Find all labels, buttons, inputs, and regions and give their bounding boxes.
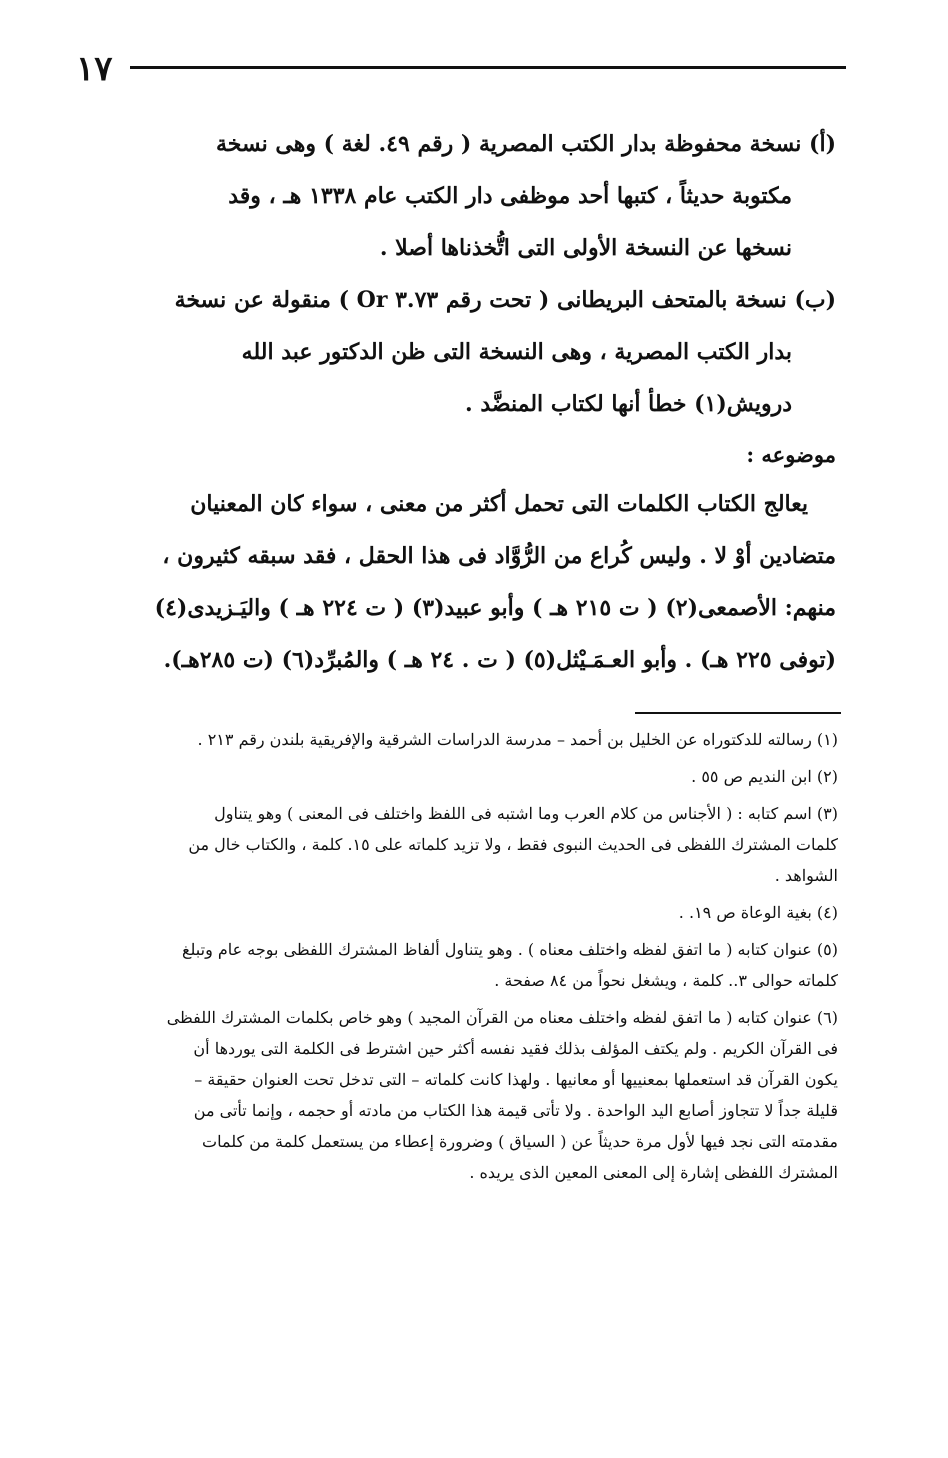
- text-line: منهم: الأصمعى(٢) ( ت ٢١٥ هـ ) وأبو عبيد(٣) ( ت ٢٢٤ هـ ) واليَـزيدى(٤): [154, 595, 836, 621]
- footnote-line: يكون القرآن قد استعملها بمعنييها أو معانيها . ولهذا كانت كلماته – التى تدخل تحت العنوان حقيقة –: [194, 1070, 838, 1089]
- footnote-4: [38, 897, 838, 928]
- footnote-line: (١) رسالته للدكتوراه عن الخليل بن أحمد – مدرسة الدراسات الشرقية والإفريقية بلندن رقم ٢١٣ .: [197, 730, 838, 749]
- header-rule: [130, 66, 846, 69]
- footnote-line: (٢) ابن النديم ص ٥٥ .: [691, 767, 838, 786]
- footnote-line: كلمات المشترك اللفظى فى الحديث النبوى فقط ، ولا تزيد كلماته على ١٥. كلمة ، والكتاب خال من: [188, 835, 838, 854]
- body-paragraph: [38, 478, 836, 686]
- paragraph-b: [38, 274, 836, 430]
- footnote-rule: [635, 712, 841, 714]
- footnote-1: [38, 724, 838, 755]
- text-line: متضادين أوْ لا . وليس كُراع من الرُّوَّاد فى هذا الحقل ، فقد سبقه كثيرون ،: [162, 543, 836, 569]
- text-line: نسخها عن النسخة الأولى التى اتُّخذناها أصلا .: [379, 235, 792, 261]
- text-line: بدار الكتب المصرية ، وهى النسخة التى ظن الدكتور عبد الله: [241, 339, 792, 365]
- footnote-line: الشواهد .: [774, 866, 838, 885]
- text-line: (أ) نسخة محفوظة بدار الكتب المصرية ( رقم ٤٩. لغة ) وهى نسخة: [216, 131, 836, 157]
- footnote-line: قليلة جداً لا تتجاوز أصابع اليد الواحدة . ولا تأتى قيمة هذا الكتاب من مادته أو حجمه ، وإنما تأتى من: [193, 1101, 838, 1120]
- main-text: [38, 118, 836, 686]
- page-number: ١٧: [76, 49, 113, 89]
- footnote-6: [38, 1002, 838, 1188]
- footnotes: [38, 724, 838, 1194]
- footnote-5: [38, 934, 838, 996]
- footnote-line: فى القرآن الكريم . ولم يكتف المؤلف بذلك فقيد نفسه أكثر حين اشترط فى الكلمة التى يوردها أن: [193, 1039, 838, 1058]
- footnote-line: كلماته حوالى ٣.. كلمة ، ويشغل نحواً من ٨٤ صفحة .: [494, 971, 838, 990]
- footnote-line: مقدمته التى نجد فيها لأول مرة حديثاً عن ( السياق ) وضرورة إعطاء من يستعمل كلمة من كلمات: [202, 1132, 838, 1151]
- footnote-line: (٥) عنوان كتابه ( ما اتفق لفظه واختلف معناه ) . وهو يتناول ألفاظ المشترك اللفظى بوجه عام وتبلغ: [181, 940, 838, 959]
- footnote-line: المشترك اللفظى إشارة إلى المعنى المعين الذى يريده .: [469, 1163, 838, 1182]
- footnote-line: (٣) اسم كتابه : ( الأجناس من كلام العرب وما اشتبه فى اللفظ واختلف فى المعنى ) وهو يتناول: [214, 804, 838, 823]
- text-line: درويش(١) خطأ أنها لكتاب المنضَّد .: [465, 391, 792, 417]
- text-line: (توفى ٢٢٥ هـ) . وأبو العـمَـيْثل(٥) ( ت . ٢٤ هـ ) والمُبرِّد(٦) (ت ٢٨٥هـ).: [163, 647, 836, 673]
- text-line: مكتوبة حديثاً ، كتبها أحد موظفى دار الكتب عام ١٣٣٨ هـ ، وقد: [228, 183, 792, 209]
- footnote-line: (٦) عنوان كتابه ( ما اتفق لفظه واختلف معناه من القرآن المجيد ) وهو خاص بكلمات المشترك اللفظى: [166, 1008, 838, 1027]
- footnote-line: (٤) بغية الوعاة ص ١٩. .: [678, 903, 838, 922]
- section-heading: موضوعه :: [746, 442, 836, 467]
- paragraph-a: [38, 118, 836, 274]
- footnote-3: [38, 798, 838, 891]
- text-line: (ب) نسخة بالمتحف البريطانى ( تحت رقم ٣.٧٣ Or ) منقولة عن نسخة: [174, 287, 836, 313]
- footnote-2: [38, 761, 838, 792]
- text-line: يعالج الكتاب الكلمات التى تحمل أكثر من معنى ، سواء كان المعنيان: [190, 491, 808, 517]
